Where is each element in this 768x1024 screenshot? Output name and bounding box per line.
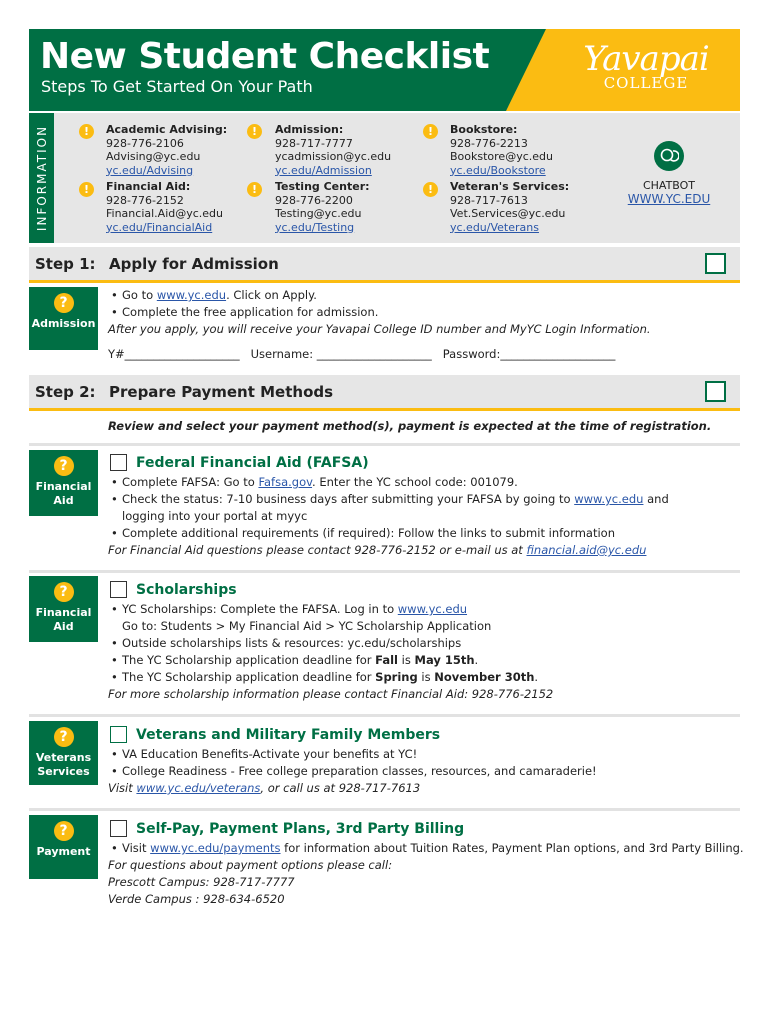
payments-link[interactable]: www.yc.edu/payments [150, 841, 281, 855]
contact-academic-advising [106, 123, 227, 177]
contact-title: Testing Center: [275, 180, 370, 193]
info-icon: ! [423, 124, 438, 139]
contact-phone: 928-776-2106 [106, 136, 184, 150]
text: logging into your portal at myyc [122, 509, 308, 523]
info-icon: ! [247, 124, 262, 139]
payment-note: For questions about payment options please call: [108, 858, 393, 872]
text: The YC Scholarship application deadline for [122, 670, 376, 684]
list-item: • Outside scholarships lists & resources: yc.edu/scholarships [108, 635, 738, 652]
information-panel [29, 113, 740, 243]
veterans-note [108, 780, 738, 797]
divider [29, 443, 740, 446]
information-tab [29, 113, 54, 243]
text: Check the status: 7-10 business days after submitting your FAFSA by going to [122, 492, 575, 506]
email-link[interactable]: financial.aid@yc.edu [526, 543, 647, 557]
fafsa-note [108, 542, 738, 559]
badge-label: Payment [36, 845, 91, 858]
badge-label: Financial [35, 480, 92, 493]
chat-icon[interactable] [654, 141, 684, 171]
header-banner [29, 29, 740, 111]
step1-content [108, 287, 738, 363]
step1-checkbox[interactable] [705, 253, 726, 274]
contact-link[interactable]: yc.edu/Testing [275, 220, 355, 234]
fafsa-checkbox[interactable] [110, 454, 127, 471]
term: Spring [375, 670, 418, 684]
text: The YC Scholarship application deadline for [122, 653, 376, 667]
badge-label: Services [37, 765, 90, 778]
contact-phone: 928-717-7613 [450, 193, 528, 207]
fafsa-section [108, 453, 738, 559]
contact-bookstore [450, 123, 553, 177]
contact-email: Bookstore@yc.edu [450, 150, 553, 163]
contact-title: Veteran's Services: [450, 180, 570, 193]
step2-intro: Review and select your payment method(s), payment is expected at the time of registration. [108, 419, 712, 433]
contact-email: Vet.Services@yc.edu [450, 207, 566, 220]
info-icon: ! [247, 182, 262, 197]
question-icon: ? [54, 293, 74, 313]
term: Fall [375, 653, 398, 667]
page-subtitle: Steps To Get Started On Your Path [41, 77, 313, 96]
contact-title: Financial Aid: [106, 180, 191, 193]
step2-bar [29, 375, 740, 411]
page-title: New Student Checklist [40, 36, 490, 77]
text: Visit [108, 781, 137, 795]
contact-phone: 928-776-2213 [450, 136, 528, 150]
contact-email: ycadmission@yc.edu [275, 150, 392, 163]
section-title-text: Scholarships [136, 582, 237, 598]
list-item [108, 287, 738, 304]
fafsa-title [108, 453, 738, 473]
scholarships-section [108, 580, 738, 703]
payment-checkbox[interactable] [110, 820, 127, 837]
badge-label: Financial [35, 606, 92, 619]
list-item [108, 840, 758, 857]
veterans-badge [29, 721, 98, 785]
step1-title: Apply for Admission [109, 255, 279, 273]
info-icon: ! [79, 124, 94, 139]
veterans-link[interactable]: www.yc.edu/veterans [136, 781, 261, 795]
text: . [534, 670, 539, 684]
payment-note: Prescott Campus: 928-717-7777 [108, 875, 295, 889]
list-item: • VA Education Benefits-Activate your benefits at YC! [108, 746, 738, 763]
deadline: May 15th [414, 653, 475, 667]
section-title-text: Veterans and Military Family Members [136, 727, 441, 743]
info-icon: ! [79, 182, 94, 197]
deadline: November 30th [434, 670, 535, 684]
text: Go to [122, 288, 157, 302]
scholarships-note: For more scholarship information please contact Financial Aid: 928-776-2152 [108, 687, 554, 701]
list-item [108, 669, 738, 686]
list-item: • Complete the free application for admission. [108, 304, 738, 321]
step2-title: Prepare Payment Methods [109, 383, 334, 401]
section-title-text: Self-Pay, Payment Plans, 3rd Party Billing [136, 821, 465, 837]
badge-label: Aid [53, 494, 74, 507]
text: for information about Tuition Rates, Payment Plan options, and 3rd Party Billing. [280, 841, 744, 855]
yc-link[interactable]: www.yc.edu [156, 288, 227, 302]
logo-subtext: COLLEGE [603, 74, 689, 92]
list-item: • Complete additional requirements (if required): Follow the links to submit information [108, 525, 738, 542]
chatbot-block [614, 141, 724, 206]
financial-aid-badge [29, 450, 98, 516]
question-icon: ? [54, 727, 74, 747]
info-icon: ! [423, 182, 438, 197]
contact-link[interactable]: yc.edu/Bookstore [450, 163, 546, 177]
admission-badge [29, 287, 98, 350]
section-title-text: Federal Financial Aid (FAFSA) [136, 455, 369, 471]
badge-label: Veterans [35, 751, 92, 764]
veterans-section [108, 725, 738, 797]
step2-number: Step 2: [35, 383, 96, 401]
contact-link[interactable]: yc.edu/Admission [275, 163, 372, 177]
payment-note: Verde Campus : 928-634-6520 [108, 892, 285, 906]
contact-admission [275, 123, 391, 177]
list-item [108, 601, 738, 635]
divider [29, 808, 740, 811]
scholarships-checkbox[interactable] [110, 581, 127, 598]
question-icon: ? [54, 456, 74, 476]
contact-financial-aid [106, 180, 223, 234]
payment-title [108, 819, 758, 839]
fafsa-link[interactable]: Fafsa.gov [258, 475, 313, 489]
contact-phone: 928-776-2200 [275, 193, 353, 207]
question-icon: ? [54, 821, 74, 841]
college-logo [566, 41, 726, 91]
text: is [417, 670, 435, 684]
chatbot-label: CHATBOT [642, 179, 696, 192]
scholarships-title [108, 580, 738, 600]
divider [29, 570, 740, 573]
yc-link[interactable]: www.yc.edu [574, 492, 644, 506]
text: YC Scholarships: Complete the FAFSA. Log in to [122, 602, 398, 616]
contact-email: Financial.Aid@yc.edu [106, 207, 224, 220]
contact-email: Testing@yc.edu [275, 207, 362, 220]
contact-testing-center [275, 180, 370, 234]
veterans-checkbox[interactable] [110, 726, 127, 743]
contact-veterans-services [450, 180, 569, 234]
list-item: • College Readiness - Free college preparation classes, resources, and camaraderie! [108, 763, 738, 780]
text: Go to: Students > My Financial Aid > YC Scholarship Application [122, 619, 492, 633]
text: For Financial Aid questions please contact 928-776-2152 or e-mail us at [108, 543, 527, 557]
step2-checkbox[interactable] [705, 381, 726, 402]
information-tab-label: INFORMATION [34, 124, 49, 232]
text: . Click on Apply. [226, 288, 317, 302]
contact-phone: 928-776-2152 [106, 193, 184, 207]
payment-badge [29, 815, 98, 879]
contact-title: Bookstore: [450, 123, 518, 136]
list-item [108, 474, 738, 491]
financial-aid-badge [29, 576, 98, 642]
contact-link[interactable]: yc.edu/Advising [106, 163, 194, 177]
logo-wordmark: Yavapai [583, 39, 709, 79]
step1-note: After you apply, you will receive your Yavapai College ID number and MyYC Login Information. [108, 322, 651, 336]
yc-link[interactable]: www.yc.edu [397, 602, 468, 616]
contact-phone: 928-717-7777 [275, 136, 353, 150]
text: Visit [122, 841, 151, 855]
contact-link[interactable]: yc.edu/Veterans [450, 220, 539, 234]
step1-number: Step 1: [35, 255, 96, 273]
contact-title: Admission: [275, 123, 344, 136]
question-icon: ? [54, 582, 74, 602]
text: . [474, 653, 479, 667]
list-item [108, 491, 738, 525]
login-fields[interactable]: Y#____________________ Username: ____________________ Password:____________________ [108, 347, 616, 361]
text: is [398, 653, 415, 667]
badge-label: Aid [53, 620, 74, 633]
text: and [643, 492, 669, 506]
text: , or call us at 928-717-7613 [260, 781, 421, 795]
chatbot-link[interactable]: WWW.YC.EDU [627, 192, 711, 206]
payment-section [108, 819, 758, 908]
divider [29, 714, 740, 717]
veterans-title [108, 725, 738, 745]
text: . Enter the YC school code: 001079. [312, 475, 518, 489]
step1-bar [29, 247, 740, 283]
text: Complete FAFSA: Go to [122, 475, 259, 489]
list-item [108, 652, 738, 669]
badge-label: Admission [31, 317, 96, 330]
contact-link[interactable]: yc.edu/FinancialAid [106, 220, 213, 234]
contact-email: Advising@yc.edu [106, 150, 201, 163]
contact-title: Academic Advising: [106, 123, 228, 136]
